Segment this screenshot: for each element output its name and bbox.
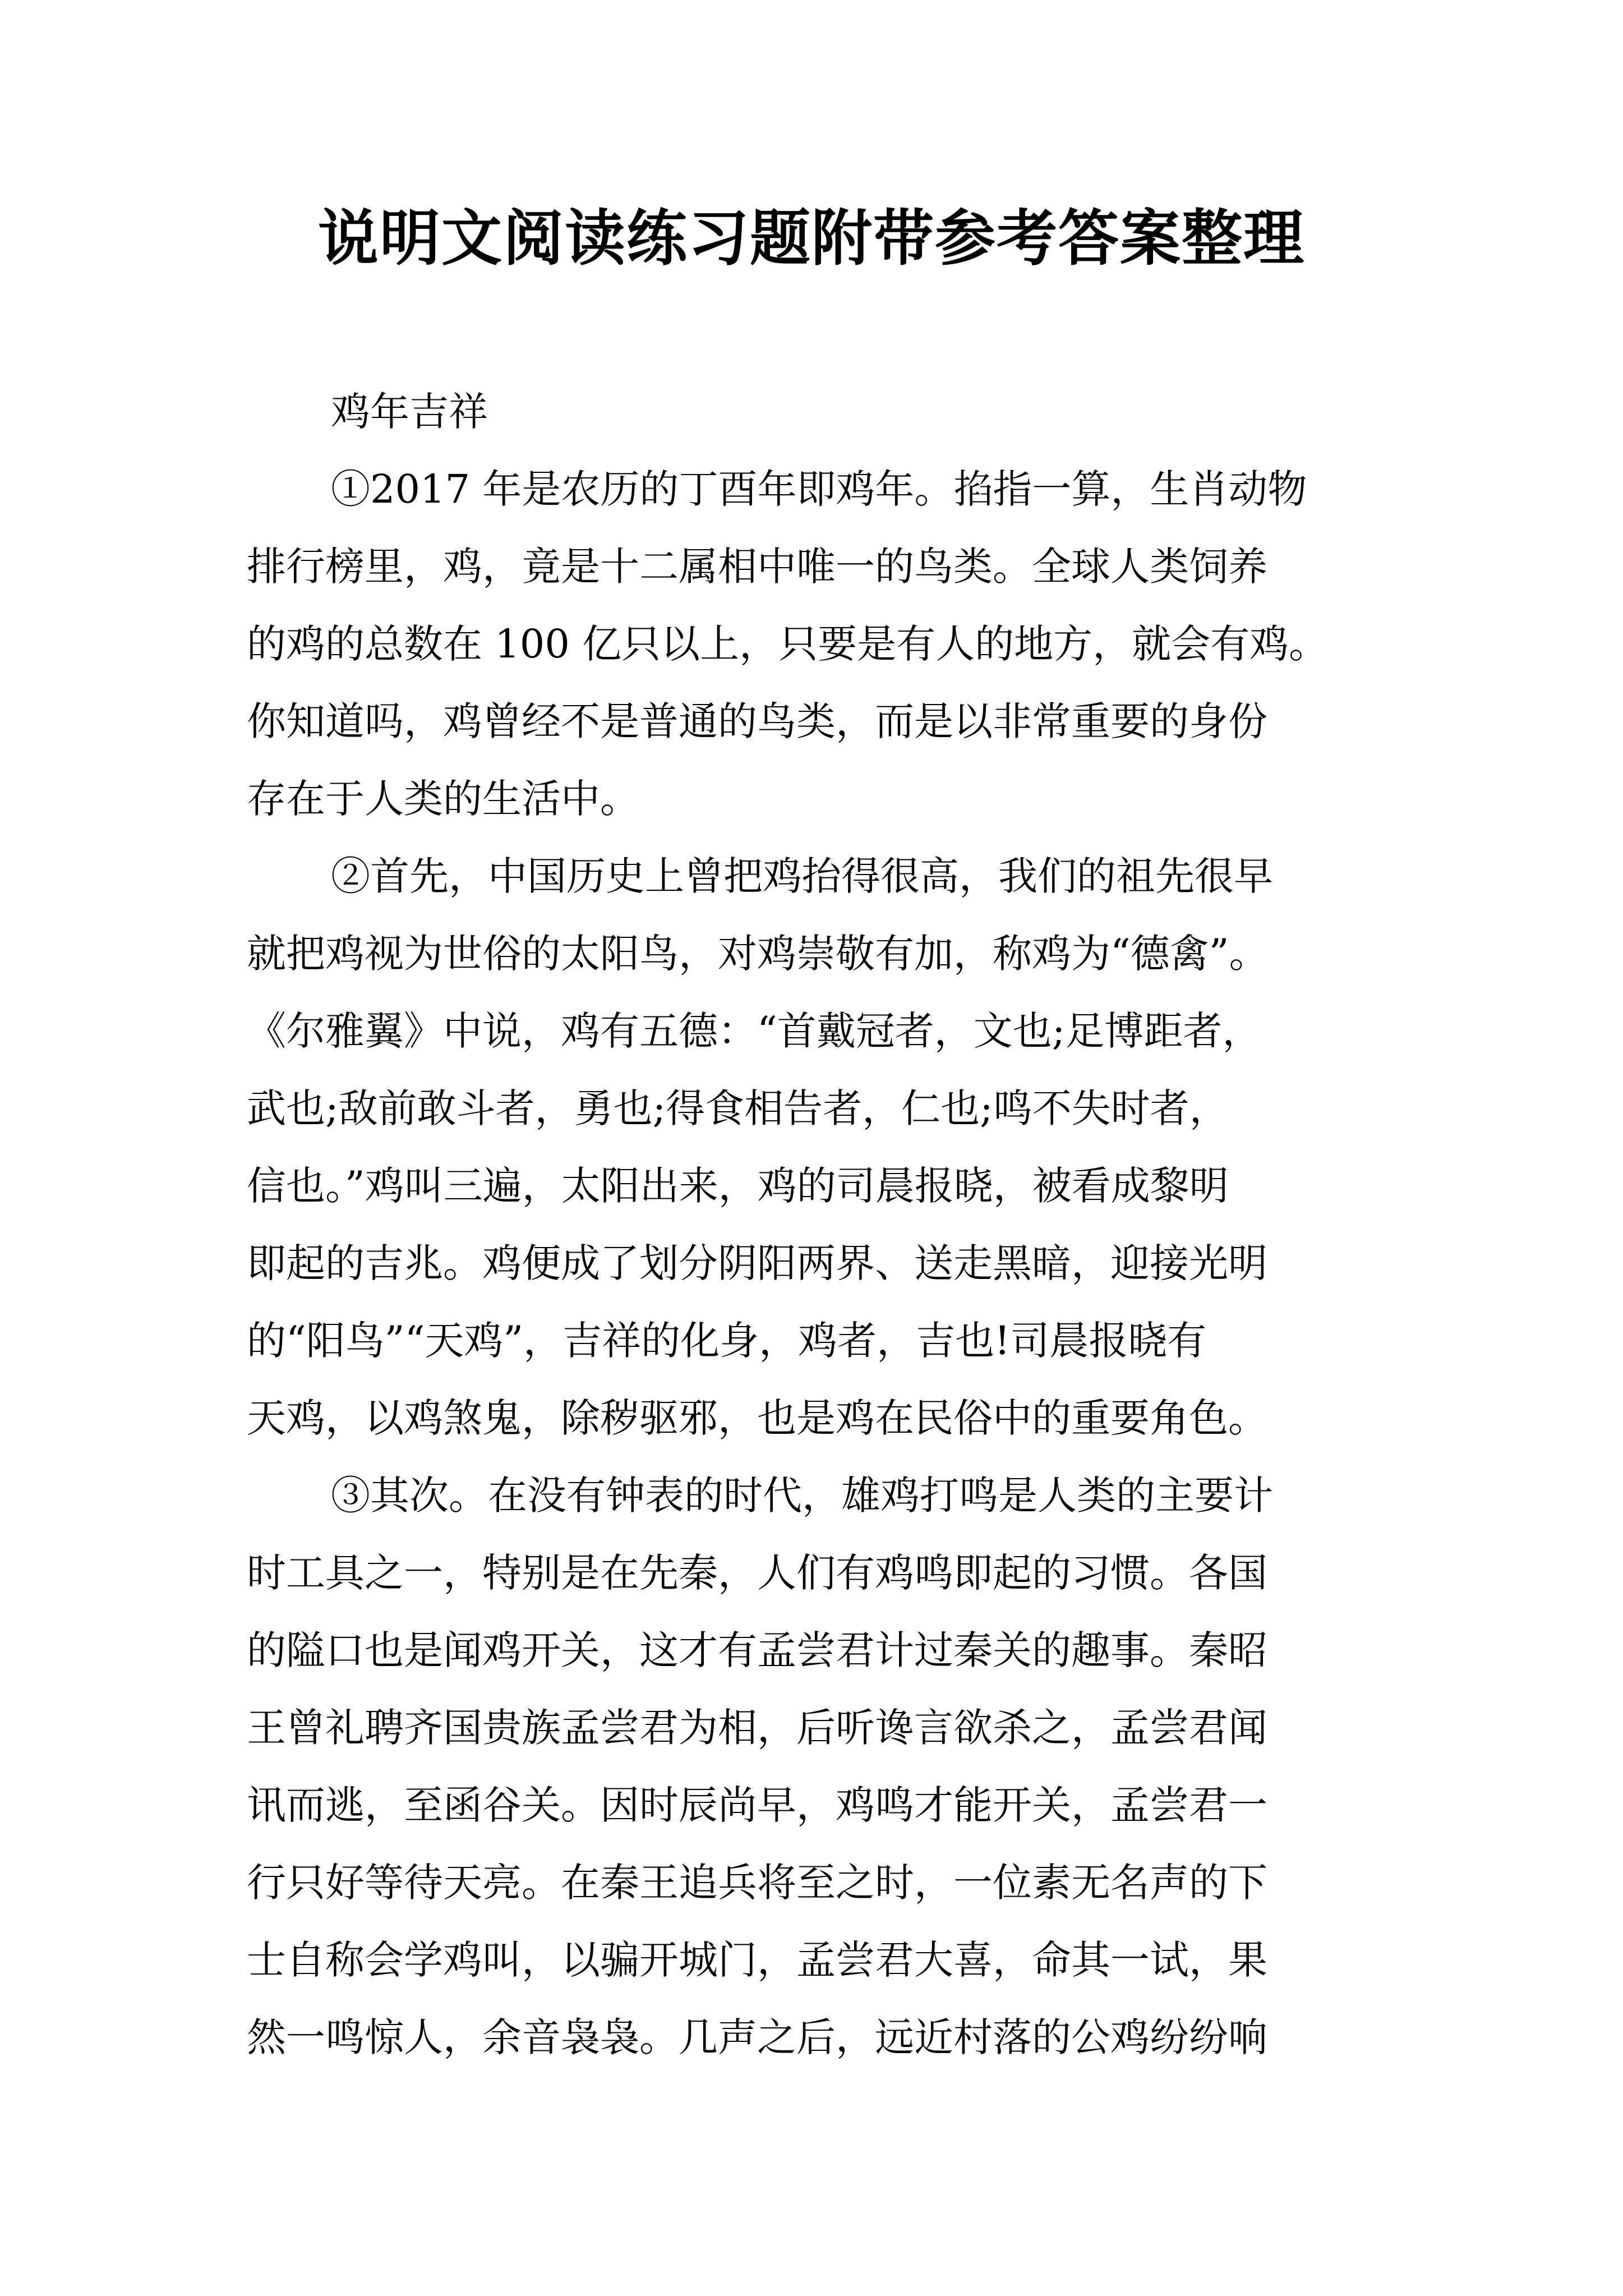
text-line: 武也;敌前敢斗者，勇也;得食相告者，仁也;鸣不失时者， (247, 1085, 1229, 1131)
text-line: 《尔雅翼》中说，鸡有五德：“首戴冠者，文也;足博距者， (247, 1008, 1262, 1054)
text-line: 排行榜里，鸡，竟是十二属相中唯一的鸟类。全球人类饲养 (247, 544, 1267, 590)
text-line: 然一鸣惊人，余音袅袅。几声之后，远近村落的公鸡纷纷响 (247, 2014, 1267, 2060)
text-line: ②首先，中国历史上曾把鸡抬得很高，我们的祖先很早 (331, 853, 1273, 899)
text-line: 的鸡的总数在 100 亿只以上，只要是有人的地方，就会有鸡。 (247, 621, 1329, 667)
text-line: 的“阳鸟”“天鸡”，吉祥的化身，鸡者，吉也!司晨报晓有 (247, 1318, 1207, 1364)
text-line: 时工具之一，特别是在先秦，人们有鸡鸣即起的习惯。各国 (247, 1550, 1267, 1596)
text-line: 存在于人类的生活中。 (247, 776, 639, 822)
text-line: 行只好等待天亮。在秦王追兵将至之时，一位素无名声的下 (247, 1860, 1267, 1906)
text-line: 士自称会学鸡叫，以骗开城门，孟尝君大喜，命其一试，果 (247, 1937, 1267, 1983)
text-line: 就把鸡视为世俗的太阳鸟，对鸡崇敬有加，称鸡为“德禽”。 (247, 931, 1269, 977)
text-line: 即起的吉兆。鸡便成了划分阴阳两界、送走黑暗，迎接光明 (247, 1240, 1267, 1286)
text-line: 的隘口也是闻鸡开关，这才有孟尝君计过秦关的趣事。秦昭 (247, 1627, 1267, 1673)
text-line: 讯而逃，至函谷关。因时辰尚早，鸡鸣才能开关，孟尝君一 (247, 1782, 1267, 1828)
text-line: ①2017 年是农历的丁酉年即鸡年。掐指一算，生肖动物 (331, 466, 1307, 512)
text-line: 你知道吗，鸡曾经不是普通的鸟类，而是以非常重要的身份 (247, 698, 1267, 744)
text-line: 信也。”鸡叫三遍，太阳出来，鸡的司晨报晓，被看成黎明 (247, 1163, 1229, 1209)
text-line: ③其次。在没有钟表的时代，雄鸡打鸣是人类的主要计 (331, 1473, 1273, 1519)
article-subtitle: 鸡年吉祥 (331, 389, 488, 435)
text-line: 天鸡，以鸡煞鬼，除秽驱邪，也是鸡在民俗中的重要角色。 (247, 1395, 1267, 1441)
text-line: 王曾礼聘齐国贵族孟尝君为相，后听谗言欲杀之，孟尝君闻 (247, 1705, 1267, 1751)
article-body (247, 373, 1458, 2076)
page-title: 说明文阅读练习题附带参考答案整理 (317, 203, 1305, 274)
